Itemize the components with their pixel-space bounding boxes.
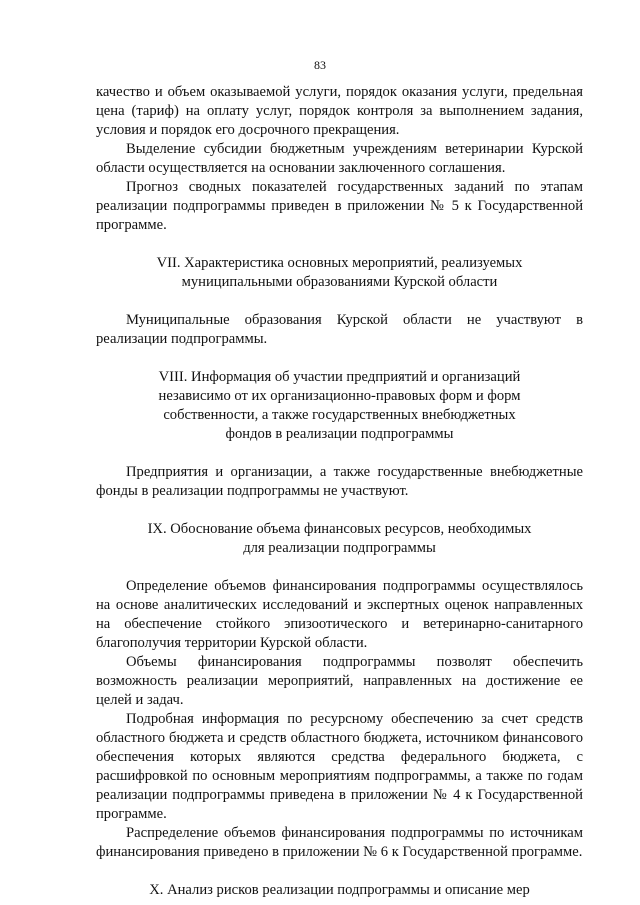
section-heading-viii: [96, 368, 583, 444]
heading-line: муниципальными образованиями Курской области: [181, 274, 498, 290]
paragraph-municipal-participation: Муниципальные образования Курской области не участвуют в реализации подпрограммы.: [96, 312, 583, 347]
paragraph-task-conditions: качество и объем оказываемой услуги, порядок оказания услуги, предельная цена (тариф) на оплату услуг, порядок контроля за выполнением задания, условия и порядок его досрочного прекращения.: [96, 84, 583, 138]
paragraph-subsidy-allocation: Выделение субсидии бюджетным учреждениям ветеринарии Курской области осуществляется на основании заключенного соглашения.: [96, 141, 583, 176]
paragraph-funding-volumes: Объемы финансирования подпрограммы позволят обеспечить возможность реализации мероприятий, направленных на достижение ее целей и задач.: [96, 654, 583, 708]
section-heading-vii: [96, 254, 583, 292]
heading-line: независимо от их организационно-правовых форм и форм: [158, 388, 521, 404]
page-number: 83: [314, 58, 326, 72]
page-content: [96, 83, 583, 900]
heading-line: фондов в реализации подпрограммы: [225, 426, 454, 442]
heading-line: для реализации подпрограммы: [243, 540, 436, 556]
heading-line: VIII. Информация об участии предприятий и организаций: [158, 369, 521, 385]
paragraph-funding-determination: Определение объемов финансирования подпрограммы осуществлялось на основе аналитических исследований и экспертных оценок направленных на обеспечение стойкого эпизоотического и ветеринарно-санитарного благополучия территории Курской области.: [96, 578, 583, 651]
paragraph-funding-distribution: Распределение объемов финансирования подпрограммы по источникам финансирования приведено в приложении № 6 к Государственной программе.: [96, 825, 583, 860]
paragraph-enterprises-participation: Предприятия и организации, а также государственные внебюджетные фонды в реализации подпрограммы не участвуют.: [96, 464, 583, 499]
section-heading-ix: [96, 520, 583, 558]
section-heading-x: [96, 881, 583, 900]
heading-line: X. Анализ рисков реализации подпрограммы и описание мер: [149, 882, 530, 898]
heading-line: собственности, а также государственных внебюджетных: [163, 407, 516, 423]
paragraph-forecast-indicators: Прогноз сводных показателей государственных заданий по этапам реализации подпрограммы приведен в приложении № 5 к Государственной программе.: [96, 179, 583, 233]
heading-line: VII. Характеристика основных мероприятий, реализуемых: [156, 255, 523, 271]
paragraph-resource-details: Подробная информация по ресурсному обеспечению за счет средств областного бюджета и средств областного бюджета, источником финансового обеспечения которых являются средства федерального бюджета, с расшифровкой по основным мероприятиям подпрограммы, а также по годам реализации подпрограммы приведена в приложении № 4 к Государственной программе.: [96, 711, 583, 822]
heading-line: IX. Обоснование объема финансовых ресурсов, необходимых: [147, 521, 532, 537]
